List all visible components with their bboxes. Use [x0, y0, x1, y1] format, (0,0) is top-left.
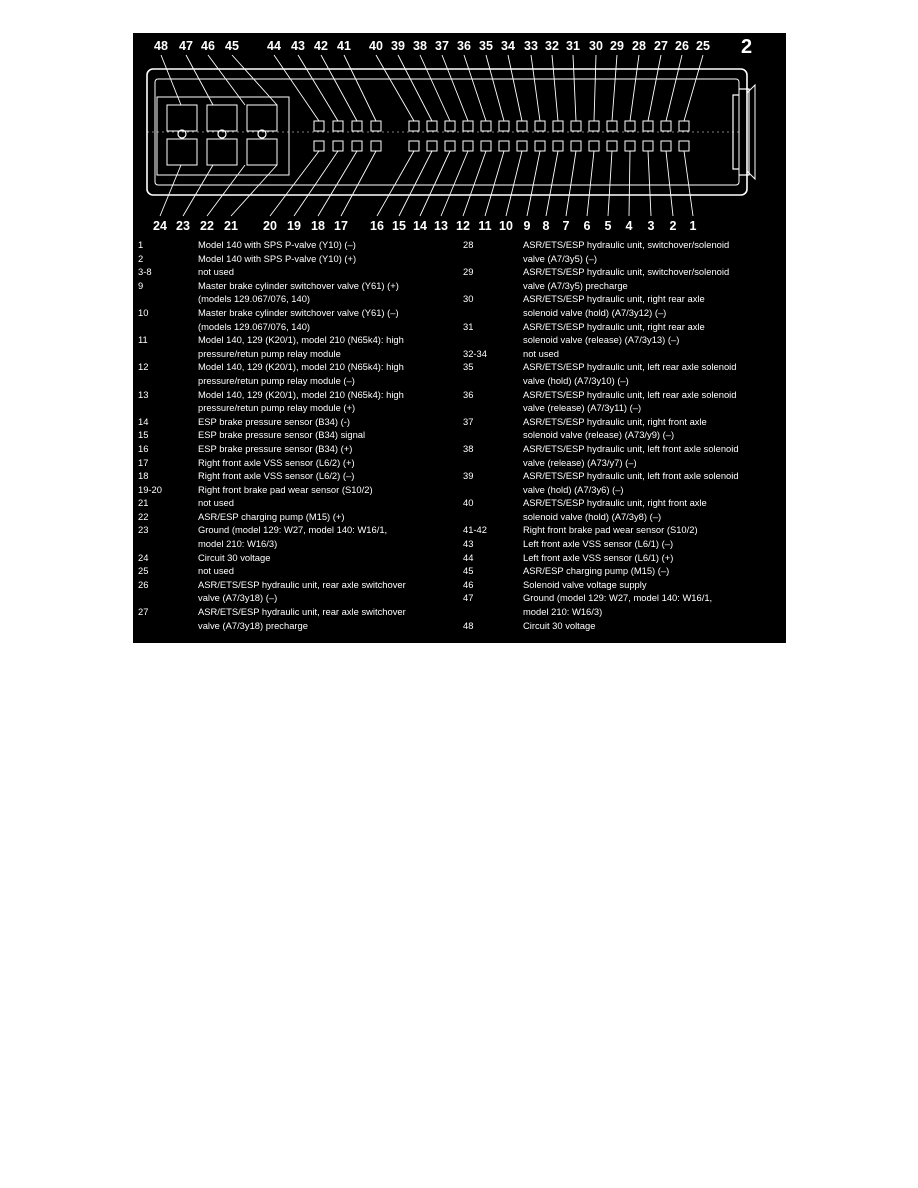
- legend-pin-description: Model 140, 129 (K20/1), model 210 (N65k4): high pressure/retun pump relay module: [198, 334, 404, 359]
- pin-number-label: 2: [669, 219, 677, 233]
- legend-row: [463, 551, 783, 565]
- leader-line: [612, 55, 617, 121]
- leader-line: [684, 55, 703, 121]
- legend-row: [138, 333, 456, 360]
- legend-row: [138, 456, 456, 470]
- pin-socket: [625, 121, 635, 131]
- legend-row: [138, 496, 456, 510]
- leader-line: [508, 55, 522, 121]
- pin-number-label: 38: [413, 39, 427, 53]
- pin-socket: [314, 141, 324, 151]
- pin-socket: [333, 141, 343, 151]
- legend-pin-number: 14: [138, 415, 149, 427]
- leader-line: [377, 151, 414, 216]
- pin-number-label: 29: [610, 39, 624, 53]
- legend-pin-description: not used: [523, 347, 559, 359]
- top-pin-labels: [154, 39, 710, 53]
- connector-figure: [133, 33, 786, 643]
- legend-row: [138, 428, 456, 442]
- leader-line: [552, 55, 558, 121]
- pin-number-label: 25: [696, 39, 710, 53]
- leader-line: [486, 55, 504, 121]
- leader-line: [183, 165, 213, 216]
- legend-pin-description: Master brake cylinder switchover valve (Y61) (–) (models 129.067/076, 140): [198, 306, 399, 332]
- legend-pin-number: 37: [463, 415, 474, 427]
- legend-pin-description: not used: [198, 497, 234, 509]
- legend-pin-description: ASR/ETS/ESP hydraulic unit, rear axle switchover valve (A7/3y18) (–): [198, 578, 406, 604]
- legend-pin-number: 36: [463, 388, 474, 400]
- leader-line: [684, 151, 693, 216]
- pin-number-label: 33: [524, 39, 538, 53]
- leader-line: [527, 151, 540, 216]
- legend-row: [463, 619, 783, 633]
- pin-number-label: 40: [369, 39, 383, 53]
- leader-line: [399, 151, 432, 216]
- leader-line: [630, 55, 639, 121]
- pin-socket: [679, 121, 689, 131]
- pin-number-label: 3: [647, 219, 655, 233]
- pin-number-label: 21: [224, 219, 238, 233]
- legend-row: [463, 238, 783, 265]
- legend-pin-description: ASR/ETS/ESP hydraulic unit, right rear axle solenoid valve (release) (A7/3y13) (–): [523, 320, 705, 346]
- legend-pin-description: ASR/ETS/ESP hydraulic unit, rear axle switchover valve (A7/3y18) precharge: [198, 606, 406, 631]
- pin-socket: [409, 141, 419, 151]
- legend-pin-number: 2: [138, 252, 144, 264]
- pin-socket: [481, 141, 491, 151]
- legend-pin-description: not used: [198, 266, 234, 278]
- leader-line: [376, 55, 414, 121]
- legend-row: [463, 442, 783, 469]
- pin-socket: [643, 141, 653, 151]
- legend-pin-number: 1: [138, 239, 144, 250]
- legend-pin-number: 44: [463, 551, 474, 563]
- pin-socket: [352, 141, 362, 151]
- pin-number-label: 18: [311, 219, 325, 233]
- pin-socket: [661, 121, 671, 131]
- legend-pin-description: Circuit 30 voltage: [523, 619, 596, 631]
- power-pin-socket: [207, 105, 237, 131]
- pin-number-label: 20: [263, 219, 277, 233]
- legend-pin-number: 30: [463, 293, 474, 305]
- legend-pin-description: Right front axle VSS sensor (L6/2) (+): [198, 456, 355, 468]
- pin-socket: [409, 121, 419, 131]
- legend-pin-description: Left front axle VSS sensor (L6/1) (–): [523, 538, 674, 550]
- legend-pin-number: 27: [138, 606, 149, 618]
- legend-pin-description: Right front brake pad wear sensor (S10/2): [198, 483, 373, 495]
- leader-line: [207, 165, 245, 216]
- power-pin-socket: [247, 139, 277, 165]
- leader-line: [294, 151, 338, 216]
- pin-number-label: 43: [291, 39, 305, 53]
- pin-socket: [314, 121, 324, 131]
- legend-row: [138, 578, 456, 605]
- pin-number-label: 47: [179, 39, 193, 53]
- pin-socket: [499, 141, 509, 151]
- legend-pin-number: 10: [138, 306, 149, 318]
- legend-pin-number: 28: [463, 239, 474, 250]
- legend-row: [138, 265, 456, 279]
- leader-line: [485, 151, 504, 216]
- legend-pin-description: Right front brake pad wear sensor (S10/2): [523, 524, 698, 536]
- legend-pin-number: 32-34: [463, 347, 487, 359]
- pin-number-label: 4: [625, 219, 633, 233]
- legend-pin-number: 11: [138, 334, 148, 346]
- pin-number-label: 7: [562, 219, 570, 233]
- pin-number-label: 12: [456, 219, 470, 233]
- pin-number-label: 32: [545, 39, 559, 53]
- pin-number-label: 37: [435, 39, 449, 53]
- legend-pin-number: 13: [138, 388, 149, 400]
- legend-pin-description: ASR/ETS/ESP hydraulic unit, right front axle solenoid valve (hold) (A7/3y8) (–): [523, 497, 707, 522]
- legend-row: [463, 388, 783, 415]
- legend-pin-number: 25: [138, 565, 149, 577]
- pin-number-label: 45: [225, 39, 239, 53]
- legend-row: [138, 564, 456, 578]
- pin-number-label: 31: [566, 39, 580, 53]
- socket-block: [157, 97, 289, 175]
- power-pin-socket: [167, 105, 197, 131]
- legend-pin-description: Master brake cylinder switchover valve (Y61) (+) (models 129.067/076, 140): [198, 279, 399, 305]
- pin-legend-left: [138, 238, 456, 632]
- pin-number-label: 36: [457, 39, 471, 53]
- legend-pin-description: ASR/ESP charging pump (M15) (+): [198, 510, 345, 522]
- power-pin-socket: [247, 105, 277, 131]
- pin-number-label: 14: [413, 219, 427, 233]
- pin-number-label: 15: [392, 219, 406, 233]
- legend-row: [138, 238, 456, 252]
- legend-pin-description: Model 140, 129 (K20/1), model 210 (N65k4): high pressure/retun pump relay module (+): [198, 388, 404, 414]
- pin-number-label: 48: [154, 39, 168, 53]
- legend-pin-number: 39: [463, 470, 474, 482]
- pin-number-label: 34: [501, 39, 515, 53]
- leader-line: [594, 55, 596, 121]
- legend-pin-description: ESP brake pressure sensor (B34) (-): [198, 415, 350, 427]
- leader-line: [464, 55, 486, 121]
- legend-pin-description: Ground (model 129: W27, model 140: W16/1, model 210: W16/3): [198, 524, 388, 550]
- pin-socket: [463, 121, 473, 131]
- pin-number-label: 24: [153, 219, 167, 233]
- legend-pin-description: Model 140 with SPS P-valve (Y10) (–): [198, 239, 356, 250]
- pin-socket: [445, 141, 455, 151]
- legend-pin-number: 19-20: [138, 483, 162, 495]
- legend-pin-number: 23: [138, 524, 149, 536]
- pin-socket: [607, 121, 617, 131]
- legend-row: [463, 578, 783, 592]
- pin-socket: [535, 121, 545, 131]
- legend-pin-number: 45: [463, 565, 474, 577]
- legend-pin-description: ASR/ETS/ESP hydraulic unit, switchover/solenoid valve (A7/3y5) (–): [523, 239, 730, 264]
- legend-row: [138, 388, 456, 415]
- pin-socket: [333, 121, 343, 131]
- legend-pin-number: 12: [138, 361, 149, 373]
- pin-legend-right: [463, 238, 783, 632]
- legend-pin-description: Circuit 30 voltage: [198, 551, 271, 563]
- bottom-pin-labels: [153, 219, 696, 233]
- leader-line: [566, 151, 576, 216]
- leader-line: [587, 151, 594, 216]
- legend-row: [463, 537, 783, 551]
- bottom-pin-cells: [314, 141, 689, 151]
- pin-socket: [643, 121, 653, 131]
- legend-pin-number: 24: [138, 551, 149, 563]
- legend-pin-number: 18: [138, 470, 149, 482]
- pin-number-label: 9: [523, 219, 531, 233]
- pin-number-label: 6: [583, 219, 591, 233]
- pin-number-label: 42: [314, 39, 328, 53]
- pin-socket: [352, 121, 362, 131]
- pin-socket: [607, 141, 617, 151]
- pin-socket: [445, 121, 455, 131]
- legend-pin-description: ASR/ETS/ESP hydraulic unit, switchover/solenoid valve (A7/3y5) precharge: [523, 266, 730, 291]
- leader-line: [648, 151, 651, 216]
- pin-number-label: 28: [632, 39, 646, 53]
- legend-pin-number: 16: [138, 442, 149, 454]
- legend-row: [463, 523, 783, 537]
- pin-socket: [571, 141, 581, 151]
- legend-pin-number: 46: [463, 578, 474, 590]
- pin-socket: [679, 141, 689, 151]
- leader-line: [274, 55, 319, 121]
- leader-line: [629, 151, 630, 216]
- leader-line: [298, 55, 338, 121]
- legend-row: [138, 360, 456, 387]
- legend-row: [463, 360, 783, 387]
- legend-pin-number: 3-8: [138, 266, 152, 278]
- pin-number-label: 44: [267, 39, 281, 53]
- legend-row: [463, 320, 783, 347]
- pin-number-label: 16: [370, 219, 384, 233]
- legend-row: [138, 306, 456, 333]
- pin-socket: [463, 141, 473, 151]
- leader-line: [344, 55, 376, 121]
- leader-line: [648, 55, 661, 121]
- leader-line: [321, 55, 357, 121]
- leader-line: [608, 151, 612, 216]
- leader-line: [231, 165, 277, 216]
- pin-socket: [661, 141, 671, 151]
- power-pin-socket: [207, 139, 237, 165]
- legend-pin-number: 35: [463, 361, 474, 373]
- legend-pin-number: 17: [138, 456, 149, 468]
- top-pin-cells: [314, 121, 689, 131]
- legend-row: [138, 469, 456, 483]
- legend-row: [138, 551, 456, 565]
- pin-number-label: 8: [542, 219, 550, 233]
- legend-row: [463, 292, 783, 319]
- leader-line: [546, 151, 558, 216]
- leader-line: [666, 55, 682, 121]
- legend-pin-description: not used: [198, 565, 234, 577]
- pin-socket: [371, 141, 381, 151]
- legend-pin-number: 15: [138, 429, 149, 441]
- pin-socket: [589, 121, 599, 131]
- leader-line: [573, 55, 576, 121]
- legend-row: [138, 442, 456, 456]
- pin-socket: [571, 121, 581, 131]
- pin-socket: [427, 121, 437, 131]
- leader-line: [160, 165, 181, 216]
- legend-pin-number: 21: [138, 497, 149, 509]
- legend-pin-number: 9: [138, 279, 144, 291]
- pin-number-label: 10: [499, 219, 513, 233]
- pin-number-label: 26: [675, 39, 689, 53]
- legend-pin-number: 26: [138, 578, 149, 590]
- legend-pin-description: Model 140 with SPS P-valve (Y10) (+): [198, 252, 357, 264]
- pin-number-label: 22: [200, 219, 214, 233]
- legend-pin-description: ESP brake pressure sensor (B34) signal: [198, 429, 366, 441]
- legend-pin-description: ASR/ESP charging pump (M15) (–): [523, 565, 670, 577]
- legend-pin-number: 38: [463, 442, 474, 454]
- legend-pin-description: ASR/ETS/ESP hydraulic unit, left rear axle solenoid valve (release) (A7/3y11) (–): [523, 388, 737, 414]
- legend-pin-description: ASR/ETS/ESP hydraulic unit, right front axle solenoid valve (release) (A73/y9) (–): [523, 415, 707, 441]
- pin-number-label: 19: [287, 219, 301, 233]
- legend-pin-number: 40: [463, 497, 474, 509]
- top-pin-leaders: [161, 55, 703, 121]
- legend-pin-description: ASR/ETS/ESP hydraulic unit, left front axle solenoid valve (hold) (A7/3y6) (–): [523, 470, 739, 495]
- legend-pin-number: 41-42: [463, 524, 487, 536]
- legend-pin-number: 31: [463, 320, 474, 332]
- legend-pin-number: 43: [463, 538, 474, 550]
- pin-socket: [553, 121, 563, 131]
- pin-number-label: 1: [689, 219, 697, 233]
- pin-socket: [371, 121, 381, 131]
- pin-number-label: 17: [334, 219, 348, 233]
- legend-row: [138, 415, 456, 429]
- leader-line: [398, 55, 432, 121]
- pin-socket: [535, 141, 545, 151]
- legend-row: [138, 523, 456, 550]
- legend-pin-description: Left front axle VSS sensor (L6/1) (+): [523, 551, 674, 563]
- legend-row: [463, 415, 783, 442]
- pin-socket: [553, 141, 563, 151]
- socket-block-cells: [167, 105, 277, 165]
- bottom-pin-leaders: [160, 151, 693, 216]
- legend-pin-description: Model 140, 129 (K20/1), model 210 (N65k4): high pressure/retun pump relay module (–): [198, 361, 404, 386]
- legend-row: [138, 605, 456, 632]
- legend-row: [463, 347, 783, 361]
- legend-row: [463, 265, 783, 292]
- pin-number-label: 46: [201, 39, 215, 53]
- legend-pin-description: Solenoid valve voltage supply: [523, 578, 647, 590]
- leader-line: [531, 55, 540, 121]
- leader-line: [463, 151, 486, 216]
- pin-socket: [499, 121, 509, 131]
- legend-row: [138, 252, 456, 266]
- pin-socket: [589, 141, 599, 151]
- leader-line: [506, 151, 522, 216]
- pin-number-label: 5: [604, 219, 612, 233]
- power-pin-socket: [167, 139, 197, 165]
- legend-pin-description: ASR/ETS/ESP hydraulic unit, left rear axle solenoid valve (hold) (A7/3y10) (–): [523, 361, 737, 386]
- legend-row: [138, 279, 456, 306]
- pin-socket: [481, 121, 491, 131]
- legend-pin-number: 22: [138, 510, 149, 522]
- legend-pin-number: 47: [463, 592, 474, 604]
- leader-line: [318, 151, 357, 216]
- pin-socket: [517, 121, 527, 131]
- legend-pin-description: ASR/ETS/ESP hydraulic unit, right rear axle solenoid valve (hold) (A7/3y12) (–): [523, 293, 705, 318]
- legend-row: [463, 469, 783, 496]
- connector-diagram: [133, 33, 786, 238]
- legend-pin-number: 29: [463, 266, 474, 278]
- legend-pin-number: 48: [463, 619, 474, 631]
- legend-row: [138, 510, 456, 524]
- legend-row: [463, 564, 783, 578]
- connector-number-label: 2: [741, 36, 753, 58]
- legend-row: [463, 591, 783, 618]
- pin-number-label: 13: [434, 219, 448, 233]
- pin-number-label: 11: [478, 219, 492, 233]
- pin-number-label: 27: [654, 39, 668, 53]
- pin-number-label: 35: [479, 39, 493, 53]
- pin-socket: [517, 141, 527, 151]
- pin-number-label: 23: [176, 219, 190, 233]
- legend-row: [138, 483, 456, 497]
- leader-line: [341, 151, 376, 216]
- pin-number-label: 41: [337, 39, 351, 53]
- pin-number-label: 39: [391, 39, 405, 53]
- pin-number-label: 30: [589, 39, 603, 53]
- leader-line: [666, 151, 673, 216]
- legend-row: [463, 496, 783, 523]
- pin-socket: [625, 141, 635, 151]
- legend-pin-description: ASR/ETS/ESP hydraulic unit, left front axle solenoid valve (release) (A73/y7) (–): [523, 442, 739, 468]
- legend-pin-description: ESP brake pressure sensor (B34) (+): [198, 442, 353, 454]
- pin-socket: [427, 141, 437, 151]
- legend-pin-description: Ground (model 129: W27, model 140: W16/1, model 210: W16/3): [523, 592, 713, 618]
- legend-pin-description: Right front axle VSS sensor (L6/2) (–): [198, 470, 355, 482]
